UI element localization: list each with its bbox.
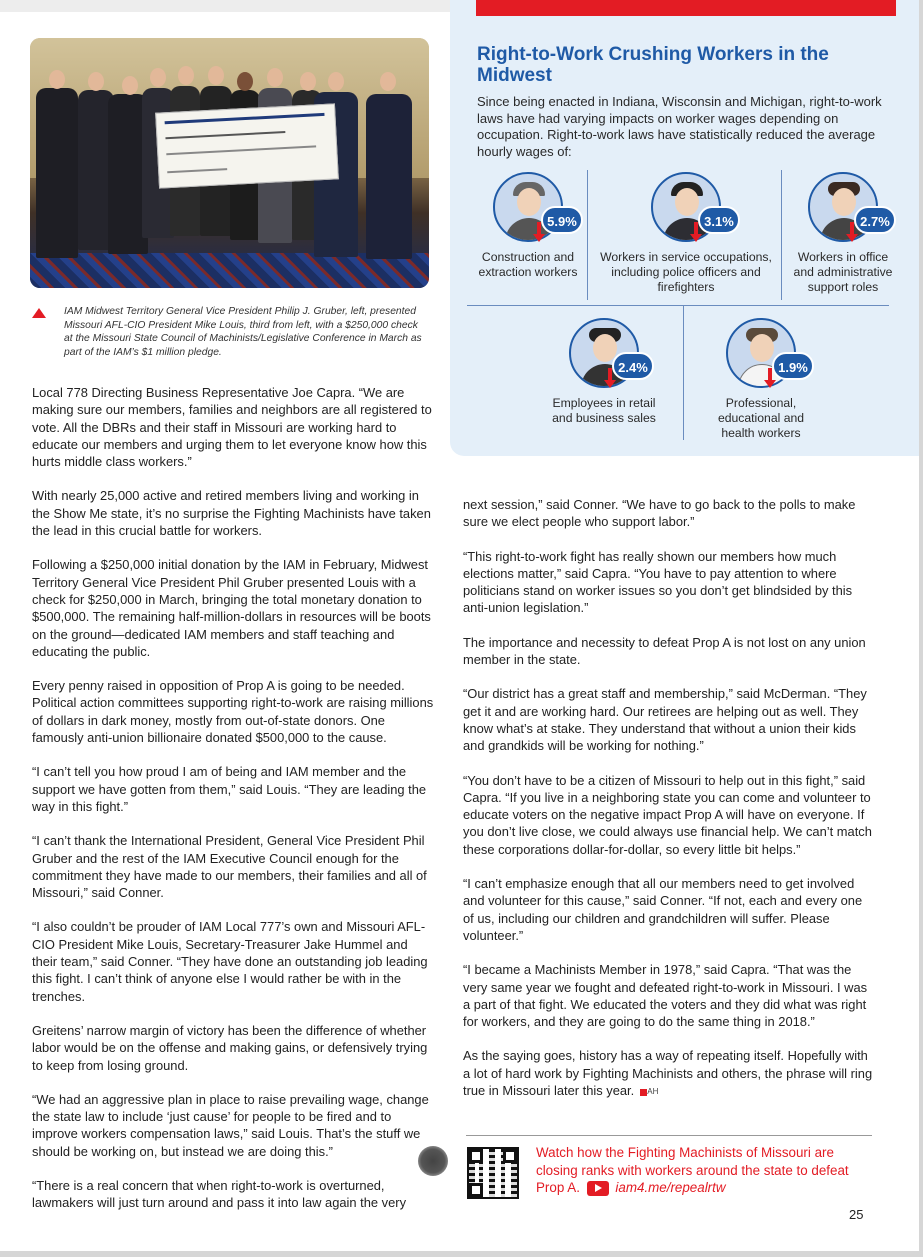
video-promo-text: Watch how the Fighting Machinists of Missouri are closing ranks with workers around the state to defeat Prop A. — [536, 1145, 849, 1196]
photo-caption: IAM Midwest Territory General Vice President Philip J. Gruber, left, presented Missouri AFL-CIO President Mike Louis, third from left, with a $250,000 check at the Missouri State Council of Machinists/Legislative Conference in March as part of the IAM’s $1 million pledge. — [64, 306, 422, 358]
stat-percent-badge: 2.7% — [854, 206, 896, 234]
video-promo — [536, 1144, 866, 1197]
grid-line — [781, 170, 782, 300]
paragraph: With nearly 25,000 active and retired members living and working in the Show Me state, it’s no surprise the Fighting Machinists have taken the lead in this crucial battle for workers. — [32, 488, 431, 539]
divider — [466, 1135, 872, 1136]
down-arrow-head-icon — [690, 234, 702, 242]
grid-line — [467, 305, 889, 306]
stat-label: Workers in office and administrative support roles — [793, 250, 893, 294]
paragraph: “We had an aggressive plan in place to raise prevailing wage, change the state law to include ‘just cause’ for people to be fired and to improve workers compensation laws,” said Louis. That’s the stuff we should be working on, but instead we are doing this.” — [32, 1091, 429, 1159]
paragraph: “I can’t tell you how proud I am of being and IAM member and the support we have gotten from them,” said Louis. “They are leading the way in this fight.” — [32, 764, 427, 814]
stat-label: Professional, educational and health workers — [717, 396, 805, 440]
stat-retail — [546, 318, 662, 426]
stat-service — [598, 172, 774, 295]
down-arrow-head-icon — [533, 234, 545, 242]
paragraph: “There is a real concern that when right-to-work is overturned, lawmakers will just turn around and pass it into law again the very — [32, 1177, 407, 1211]
paragraph: Greitens’ narrow margin of victory has been the difference of whether labor would be on the offense and making gains, or defensively trying to keep from losing ground. — [32, 1022, 428, 1073]
ceremonial-check — [155, 103, 339, 188]
sidebar-intro: Since being enacted in Indiana, Wisconsin and Michigan, right-to-work laws have had varying impacts on worker wages depending on occupation. Right-to-work laws have statistically reduced the average hourly wages of: — [477, 94, 882, 159]
article-left-column — [32, 384, 434, 1229]
paragraph: “I became a Machinists Member in 1978,” said Capra. “That was the very same year we fought and defeated right-to-work in Missouri. I was a part of that fight. We educated the voters and they did what was right for workers, and they are going to do the same thing in 2018.” — [463, 962, 868, 1030]
sidebar-title: Right-to-Work Crushing Workers in the Midwest — [477, 44, 829, 86]
qr-code-icon[interactable] — [467, 1147, 519, 1199]
video-link[interactable]: iam4.me/repealrtw — [615, 1180, 726, 1196]
down-arrow-head-icon — [846, 234, 858, 242]
stat-percent-badge: 1.9% — [772, 352, 814, 380]
stat-percent-badge: 3.1% — [698, 206, 740, 234]
paragraph: Every penny raised in opposition of Prop A is going to be needed. Political action committees supporting right-to-work are raising millions of dollars in dark money, mostly from out-of-state donors. One famously anti-union billionaire donated $500,000 to the cause. — [32, 678, 434, 746]
youtube-icon[interactable] — [587, 1181, 609, 1196]
stat-construction — [473, 172, 583, 280]
paragraph — [463, 1047, 873, 1100]
down-arrow-icon — [537, 222, 541, 234]
paragraph: The importance and necessity to defeat Prop A is not lost on any union member in the state. — [463, 634, 866, 668]
down-arrow-icon — [768, 368, 772, 380]
down-arrow-icon — [608, 368, 612, 380]
stat-label: Employees in retail and business sales — [552, 396, 656, 425]
stat-percent-badge: 5.9% — [541, 206, 583, 234]
down-arrow-head-icon — [604, 380, 616, 388]
stat-label: Construction and extraction workers — [478, 250, 578, 279]
stat-professional — [706, 318, 816, 441]
caption-marker-icon — [32, 308, 46, 318]
paragraph: “You don’t have to be a citizen of Missouri to help out in this fight,” said Capra. “If you live in a neighboring state you can come and volunteer to educate voters on the negative impact Prop A will have on everyone. If you don’t live close, we could always use financial help. We can’t match these corporations dollar-for-dollar, so every little bit helps.” — [463, 772, 872, 857]
stat-label: Workers in service occupations, including police officers and firefighters — [600, 250, 772, 294]
grid-line — [587, 170, 588, 300]
article-right-column — [463, 496, 873, 1118]
paragraph: “I also couldn’t be prouder of IAM Local 777’s own and Missouri AFL-CIO President Mike Louis, Secretary-Treasurer Jake Hummel and their team,” said Conner. “They have done an outstanding job leading this fight. I can’t think of anyone else I would rather be with in the trenches. — [32, 919, 428, 1004]
dark-dot-artifact — [418, 1146, 448, 1176]
byline-initials: AH — [647, 1087, 659, 1097]
down-arrow-icon — [694, 222, 698, 234]
grid-line — [683, 305, 684, 440]
paragraph: Following a $250,000 initial donation by the IAM in February, Midwest Territory General Vice President Phil Gruber presented Louis with a check for $250,000 in March, bringing the total monetary donation to $500,000. The remaining half-million-dollars in resources will be boots on the ground—dedicated IAM members and staff teaching and educating the public. — [32, 557, 431, 659]
paragraph: “I can’t emphasize enough that all our members need to get involved and volunteer for this cause,” said Conner. “If not, each and every one of us, including our children and grandchildren will suffer. Please volunteer.” — [463, 876, 863, 943]
paragraph: “This right-to-work fight has really shown our members how much elections matter,” said Capra. “You have to pay attention to where politicians stand on worker issues so you don’t get blindsided by this anti-union legislation.” — [463, 548, 853, 616]
paragraph: “Our district has a great staff and membership,” said McDerman. “They get it and are working hard. Our retirees are helping out as well. They know what’s at stake. They understand that without a union their kids and grandkids will be working for nothing.” — [463, 686, 867, 754]
paragraph: next session,” said Conner. “We have to go back to the polls to make sure we elect people who support labor.” — [463, 497, 856, 530]
stat-percent-badge: 2.4% — [612, 352, 654, 380]
paragraph: Local 778 Directing Business Representative Joe Capra. “We are making sure our members, families and neighbors are all registered to vote. All the DBRs and their staff in Missouri are working hard to educate our members and urging them to let everyone know how this hurts middle class workers.” — [32, 385, 432, 470]
paragraph-text: As the saying goes, history has a way of repeating itself. Hopefully with a lot of hard work by Fighting Machinists and others, the phrase will ring true in Missouri later this year. — [463, 1048, 873, 1099]
byline — [640, 1082, 658, 1100]
event-photo — [30, 38, 429, 288]
page-number: 25 — [849, 1207, 864, 1222]
down-arrow-head-icon — [764, 380, 776, 388]
stat-office — [790, 172, 896, 295]
down-arrow-icon — [850, 222, 854, 234]
paragraph: “I can’t thank the International President, General Vice President Phil Gruber and the rest of the IAM Executive Council enough for the commitment they have made to our members, their families and all of Missouri,” said Conner. — [32, 833, 427, 901]
sidebar-red-bar — [476, 0, 896, 16]
